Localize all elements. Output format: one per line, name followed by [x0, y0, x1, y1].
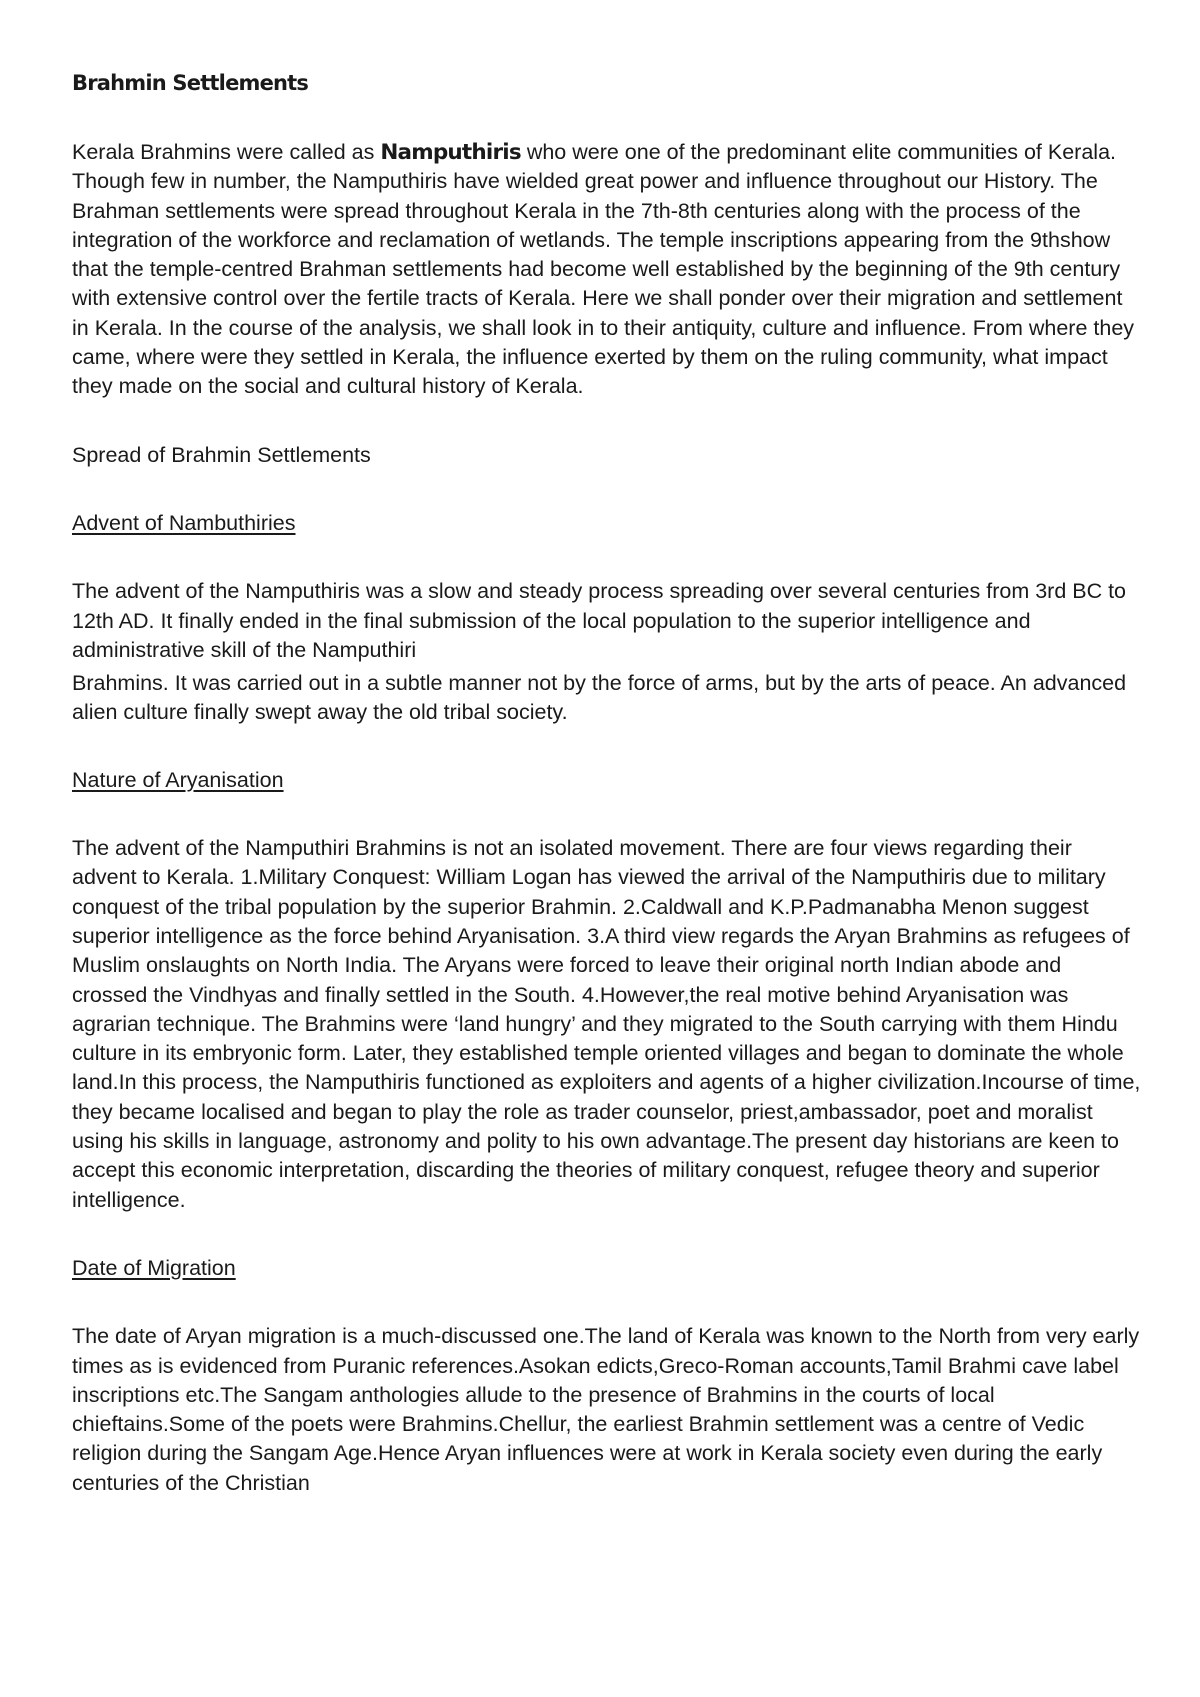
spread-heading: Spread of Brahmin Settlements	[72, 442, 371, 467]
page-title: Brahmin Settlements	[72, 71, 309, 95]
intro-text-after: who were one of the predominant elite communities of Kerala. Though few in number, the Namputhiris have wielded great power and influence throughout our History. The Brahman settlements were spread throughout Kerala in the 7th-8th centuries along with the process of the integration of the workforce and reclamation of wetlands. The temple inscriptions appearing from the 9thshow that the temple-centred Brahman settlements had become well established by the beginning of the 9th century with extensive control over the fertile tracts of Kerala. Here we shall ponder over their migration and settlement in Kerala. In the course of the analysis, we shall look in to their antiquity, culture and influence. From where they came, where were they settled in Kerala, the influence exerted by them on the ruling community, what impact they made on the social and cultural history of Kerala.	[72, 140, 1135, 399]
aryanisation-paragraph: The advent of the Namputhiri Brahmins is not an isolated movement. There are four views regarding their advent to Kerala. 1.Military Conquest: William Logan has viewed the arrival of the Namputhiris due to military conquest of the tribal population by the superior Brahmin. 2.Caldwall and K.P.Padmanabha Menon suggest superior intelligence as the force behind Aryanisation. 3.A third view regards the Aryan Brahmins as refugees of Muslim onslaughts on North India. The Aryans were forced to leave their original north Indian abode and crossed the Vindhyas and finally settled in the South. 4.However,the real motive behind Aryanisation was agrarian technique. The Brahmins were ‘land hungry’ and they migrated to the South carrying with them Hindu culture in its embryonic form. Later, they established temple oriented villages and began to dominate the whole land.In this process, the Namputhiris functioned as exploiters and agents of a higher civilization.Incourse of time, they became localised and began to play the role as trader counselor, priest,ambassador, poet and moralist using his skills in language, astronomy and polity to his own advantage.The present day historians are keen to accept this economic interpretation, discarding the theories of military conquest, refugee theory and superior intelligence.	[72, 836, 1141, 1212]
migration-heading: Date of Migration	[72, 1255, 236, 1280]
intro-paragraph	[72, 138, 1142, 402]
document-page	[72, 70, 1142, 1498]
advent-heading: Advent of Nambuthiries	[72, 510, 296, 535]
aryanisation-heading: Nature of Aryanisation	[72, 767, 284, 792]
intro-text-before: Kerala Brahmins were called as	[72, 140, 381, 164]
namputhiris-term: Namputhiris	[380, 140, 521, 165]
migration-paragraph: The date of Aryan migration is a much-discussed one.The land of Kerala was known to the North from very early times as is evidenced from Puranic references.Asokan edicts,Greco-Roman accounts,Tamil Brahmi cave label inscriptions etc.The Sangam anthologies allude to the presence of Brahmins in the courts of local chieftains.Some of the poets were Brahmins.Chellur, the earliest Brahmin settlement was a centre of Vedic religion during the Sangam Age.Hence Aryan influences were at work in Kerala society even during the early centuries of the Christian	[72, 1324, 1140, 1495]
advent-paragraph-1: The advent of the Namputhiris was a slow and steady process spreading over several centuries from 3rd BC to 12th AD. It finally ended in the final submission of the local population to the superior intelligence and administrative skill of the Namputhiri	[72, 579, 1127, 662]
advent-paragraph-2: Brahmins. It was carried out in a subtle manner not by the force of arms, but by the arts of peace. An advanced alien culture finally swept away the old tribal society.	[72, 671, 1127, 725]
